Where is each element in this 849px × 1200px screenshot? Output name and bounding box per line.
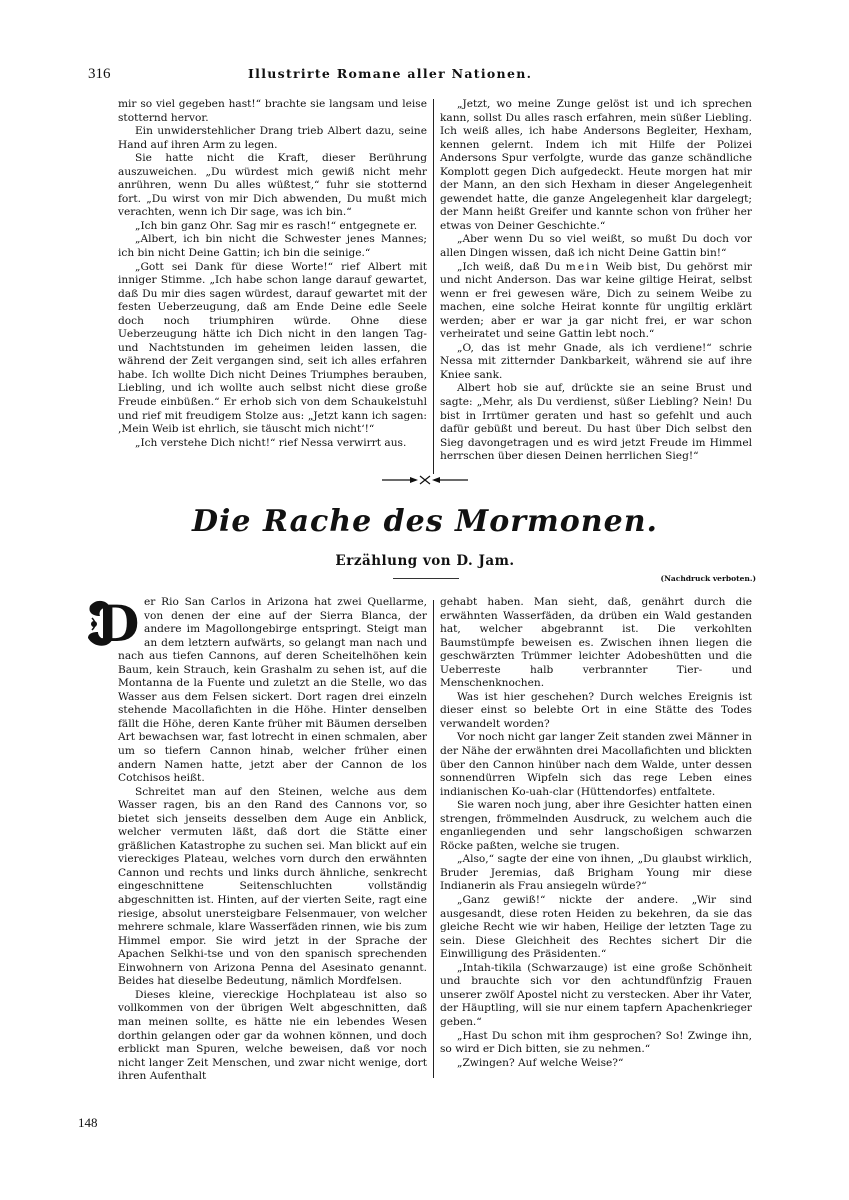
paragraph: mir so viel gegeben hast!“ brachte sie langsam und leise stotternd hervor. (118, 98, 427, 124)
paragraph: Vor noch nicht gar langer Zeit standen zwei Männer in der Nähe der erwähnten drei Macollafichten und blickten über den Cannon hinüber nach dem Walde, unter dessen sonnendürren Wipfeln sich das rege Leben eines indianischen Ko-uah-clar (Hüttendorfes) entfaltete. (440, 731, 753, 798)
text-run: „Ich weiß, daß Du (456, 260, 566, 273)
decorative-divider-ornament-icon (380, 474, 470, 486)
ornamental-drop-cap-icon (86, 594, 140, 653)
paragraph: „Zwingen? Auf welche Weise?“ (456, 1056, 624, 1069)
paragraph: Dieses kleine, viereckige Hochplateau ist also so vollkommen von der übrigen Welt abgeschnitten, daß man meinen sollte, es hätte nie ein lebendes Wesen dorthin gelangen oder gar da wohnen können, und doch erblickt man Spuren, welche beweisen, daß vor noch nicht langer Zeit Menschen, und zwar nicht wenige, dort ihren Aufenthalt (118, 988, 427, 1083)
footer-page-number: 148 (78, 1115, 98, 1130)
paragraph: „Albert, ich bin nicht die Schwester jenes Mannes; ich bin nicht Deine Gattin; ich bin die seinige.“ (118, 233, 427, 260)
previous-story-right-column (440, 98, 752, 464)
paragraph: „Gott sei Dank für diese Worte!“ rief Albert mit inniger Stimme. „Ich habe schon lange darauf gewartet, daß Du mir dies sagen würdest, darauf gewartet mit der festen Ueberzeugung, daß am Ende Deine edle Seele doch noch triumphiren würde. Ohne diese Ueberzeugung hätte ich Dich nicht in den langen Tag- und Nachtstunden im geheimen leiden lassen, die während der Zeit vergangen sind, seit ich alles erfahren habe. Ich wollte Dich nicht Deines Triumphes berauben, Liebling, und ich wollte auch selbst nicht diese große Freude einbüßen.“ Er erhob sich von dem Schaukelstuhl und rief mit freudigem Stolze aus: „Jetzt kann ich sagen: ‚Mein Weib ist ehrlich, sie täuscht mich nicht‘!“ (118, 260, 427, 436)
paragraph: Sie hatte nicht die Kraft, dieser Berührung auszuweichen. „Du würdest mich gewiß nicht mehr anrühren, wenn Du alles wüßtest,“ fuhr sie stotternd fort. „Du wirst von mir Dich abwenden, Du mußt mich verachten, wenn ich Dir sage, was ich bin.“ (118, 152, 427, 219)
journal-title: Illustrirte Romane aller Nationen. (248, 66, 533, 81)
drop-cap-letter: D (96, 594, 140, 653)
running-head (88, 66, 778, 86)
page-number: 316 (88, 66, 111, 82)
paragraph: Schreitet man auf den Steinen, welche aus dem Wasser ragen, bis an den Rand des Cannons vor, so bietet sich jenseits desselben dem Auge ein Anblick, welcher vermuten läßt, daß dort die Stätte einer gräßlichen Katastrophe zu suchen sei. Man blickt auf ein viereckiges Plateau, welches vorn durch den erwähnten Cannon und rechts und links durch ähnliche, senkrecht eingeschnittene Seitenschluchten vollständig abgeschnitten ist. Hinten, auf der vierten Seite, ragt eine riesige, absolut unersteigbare Felsenmauer, von welcher mehrere schmale, klare Wasserfäden rinnen, wie bis zum Himmel empor. Sie wird jetzt in der Sprache der Apachen Selkhi-tse und von den spanisch sprechenden Einwohnern von Arizona Penna del Asesinato genannt. Beides hat dieselbe Bedeutung, nämlich Mordfelsen. (118, 785, 427, 988)
opening-paragraph (96, 594, 427, 786)
paragraph: „Intah-tikila (Schwarzauge) ist eine große Schönheit und brauchte sich vor den achtundfünfzig Frauen unserer zwölf Apostel nicht zu verstecken. Aber ihr Vater, der Häuptling, will sie nur einem tapfern Apachenkrieger geben.“ (440, 961, 752, 1028)
story-title: Die Rache des Mormonen. (192, 504, 658, 539)
paragraph: „O, das ist mehr Gnade, als ich verdiene!“ schrie Nessa mit zitternder Dankbarkeit, während sie auf ihre Kniee sank. (440, 341, 752, 381)
paragraph: „Ich bin ganz Ohr. Sag mir es rasch!“ entgegnete er. (134, 219, 418, 232)
story-left-column (96, 594, 427, 1084)
story-right-column (440, 596, 752, 1070)
paragraph: „Also,“ sagte der eine von ihnen, „Du glaubst wirklich, Bruder Jeremias, daß Brigham Young mir diese Indianerin als Frau ansiegeln würde?“ (440, 853, 752, 893)
text-run: Weib bist, Du gehörst mir und nicht Anderson. Das war keine giltige Heirat, selbst wenn er frei gewesen wäre, Dich zu seinem Weibe zu machen, eine solche Heirat konnte für ungiltig erklärt werden; aber er war ja gar nicht frei, er war schon verheiratet und seine Gattin lebt noch.“ (440, 260, 752, 341)
column-divider (433, 600, 434, 1078)
title-rule (393, 578, 459, 579)
paragraph: Sie waren noch jung, aber ihre Gesichter hatten einen strengen, frömmelnden Ausdruck, zu welchem auch die enganliegenden und sehr langschoßigen schwarzen Röcke paßten, welche sie trugen. (440, 799, 752, 852)
paragraph: „Jetzt, wo meine Zunge gelöst ist und ich sprechen kann, sollst Du alles rasch erfahren, mein süßer Liebling. Ich weiß alles, ich habe Andersons Begleiter, Hexham, kennen gelernt. Indem ich mit Hilfe der Polizei Andersons Spur verfolgte, wurde das ganze schändliche Komplott gegen Dich aufgedeckt. Heute morgen hat mir der Mann, an den sich Hexham in dieser Angelegenheit gewendet hatte, die ganze Angelegenheit klar dargelegt; der Mann heißt Greifer und kannte schon von früher her etwas von Deiner Geschichte.“ (440, 98, 752, 232)
paragraph: „Ganz gewiß!“ nickte der andere. „Wir sind ausgesandt, diese roten Heiden zu bekehren, da sie das gleiche Recht wie wir haben, Heilige der letzten Tage zu sein. Diese Gleichheit des Rechtes sichert Dir die Einwilligung des Präsidenten.“ (440, 894, 752, 961)
paragraph: Was ist hier geschehen? Durch welches Ereignis ist dieser einst so belebte Ort in eine Stätte des Todes verwandelt worden? (440, 690, 752, 730)
paragraph: gehabt haben. Man sieht, daß, genährt durch die erwähnten Wasserfäden, da drüben ein Wald gestanden hat, welcher abgebrannt ist. Die verkohlten Baumstümpfe beweisen es. Zwischen ihnen liegen die geschwärzten Trümmer leichter Adobeshütten und die Ueberreste halb verbrannter Tier- und Menschenknochen. (440, 596, 752, 690)
paragraph: „Aber wenn Du so viel weißt, so mußt Du doch vor allen Dingen wissen, daß ich nicht Deine Gattin bin!“ (440, 233, 752, 260)
paragraph: Ein unwiderstehlicher Drang trieb Albert dazu, seine Hand auf ihren Arm zu legen. (118, 125, 427, 151)
paragraph: Albert hob sie auf, drückte sie an seine Brust und sagte: „Mehr, als Du verdienst, süßer Liebling? Nein! Du bist in Irrtümer geraten und hast so gefehlt und auch dafür gebüßt und bereut. Du hast über Dich selbst den Sieg davongetragen und es wird jetzt Freude im Himmel herrschen über diesen Deinen herrlichen Sieg!“ (440, 382, 752, 463)
paragraph: „Hast Du schon mit ihm gesprochen? So! Zwinge ihn, so wird er Dich bitten, sie zu nehmen.“ (440, 1029, 752, 1056)
reprint-notice: (Nachdruck verboten.) (660, 574, 756, 583)
paragraph (440, 261, 752, 342)
text-run: er Rio San Carlos in Arizona hat zwei Quellarme, von denen der eine auf der Sierra Blanca, der andere im Magollongebirge entspringt. Steigt man an dem letztern aufwärts, so gelangt man nach und nach aus tiefen Cannons, auf deren Scheitelhöhen kein Baum, kein Strauch, kein Grashalm zu sehen ist, auf die Montanna de la Fuente und zuletzt an die Stelle, wo das Wasser aus dem Felsen sickert. Dort ragen drei einzeln stehende Macollafichten in die Höhe. Hinter denselben fällt die Höhe, deren Kante früher mit Bäumen derselben Art bewachsen war, fast lotrecht in einen schmalen, aber um so tiefern Cannon hinab, welcher früher einen andern Namen hatte, jetzt aber der Cannon de los Cotchisos heißt. (118, 596, 427, 785)
previous-story-left-column (118, 98, 427, 450)
column-divider (433, 99, 434, 474)
paragraph: „Ich verstehe Dich nicht!“ rief Nessa verwirrt aus. (134, 436, 407, 449)
emphasized-word: mein (565, 260, 601, 273)
story-byline: Erzählung von D. Jam. (335, 553, 515, 569)
